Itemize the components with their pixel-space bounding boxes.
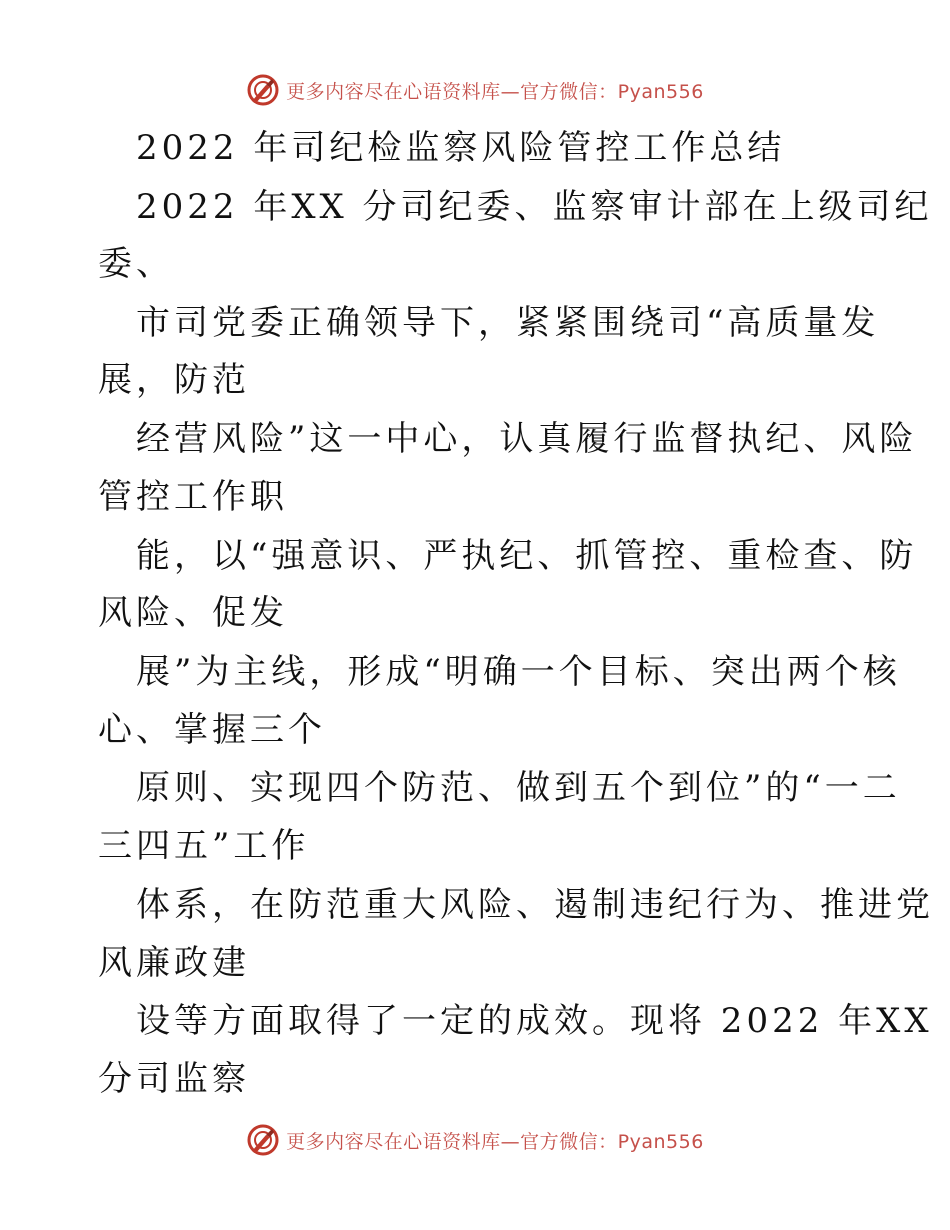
text-line: 风廉政建	[98, 943, 250, 983]
document-title: 2022 年司纪检监察风险管控工作总结	[136, 128, 786, 168]
text-line: 委、	[98, 244, 174, 284]
footer-watermark	[0, 1120, 950, 1160]
text-line: 展”为主线，形成“明确一个目标、突出两个核	[136, 652, 901, 692]
text-line: 展，防范	[98, 360, 250, 400]
pen-logo-icon	[246, 73, 280, 107]
text-line: 能，以“强意识、严执纪、抓管控、重检查、防	[136, 536, 918, 576]
pen-logo-icon	[246, 1123, 280, 1157]
text-line: 三四五”工作	[98, 826, 310, 866]
text-line: 心、掌握三个	[98, 710, 326, 750]
text-line: 2022 年XX 分司纪委、监察审计部在上级司纪	[136, 187, 933, 227]
text-line: 设等方面取得了一定的成效。现将 2022 年XX	[136, 1001, 933, 1041]
header-watermark	[0, 70, 950, 110]
text-line: 管控工作职	[98, 477, 288, 517]
watermark-text: 更多内容尽在心语资料库—官方微信：Pyan556	[286, 80, 704, 103]
text-line: 体系，在防范重大风险、遏制违纪行为、推进党	[136, 885, 934, 925]
text-line: 经营风险”这一中心，认真履行监督执纪、风险	[136, 419, 918, 459]
watermark-text: 更多内容尽在心语资料库—官方微信：Pyan556	[286, 1130, 704, 1153]
text-line: 分司监察	[98, 1059, 250, 1099]
text-line: 市司党委正确领导下，紧紧围绕司“高质量发	[136, 303, 880, 343]
text-line: 原则、实现四个防范、做到五个到位”的“一二	[136, 768, 901, 808]
text-line: 风险、促发	[98, 593, 288, 633]
